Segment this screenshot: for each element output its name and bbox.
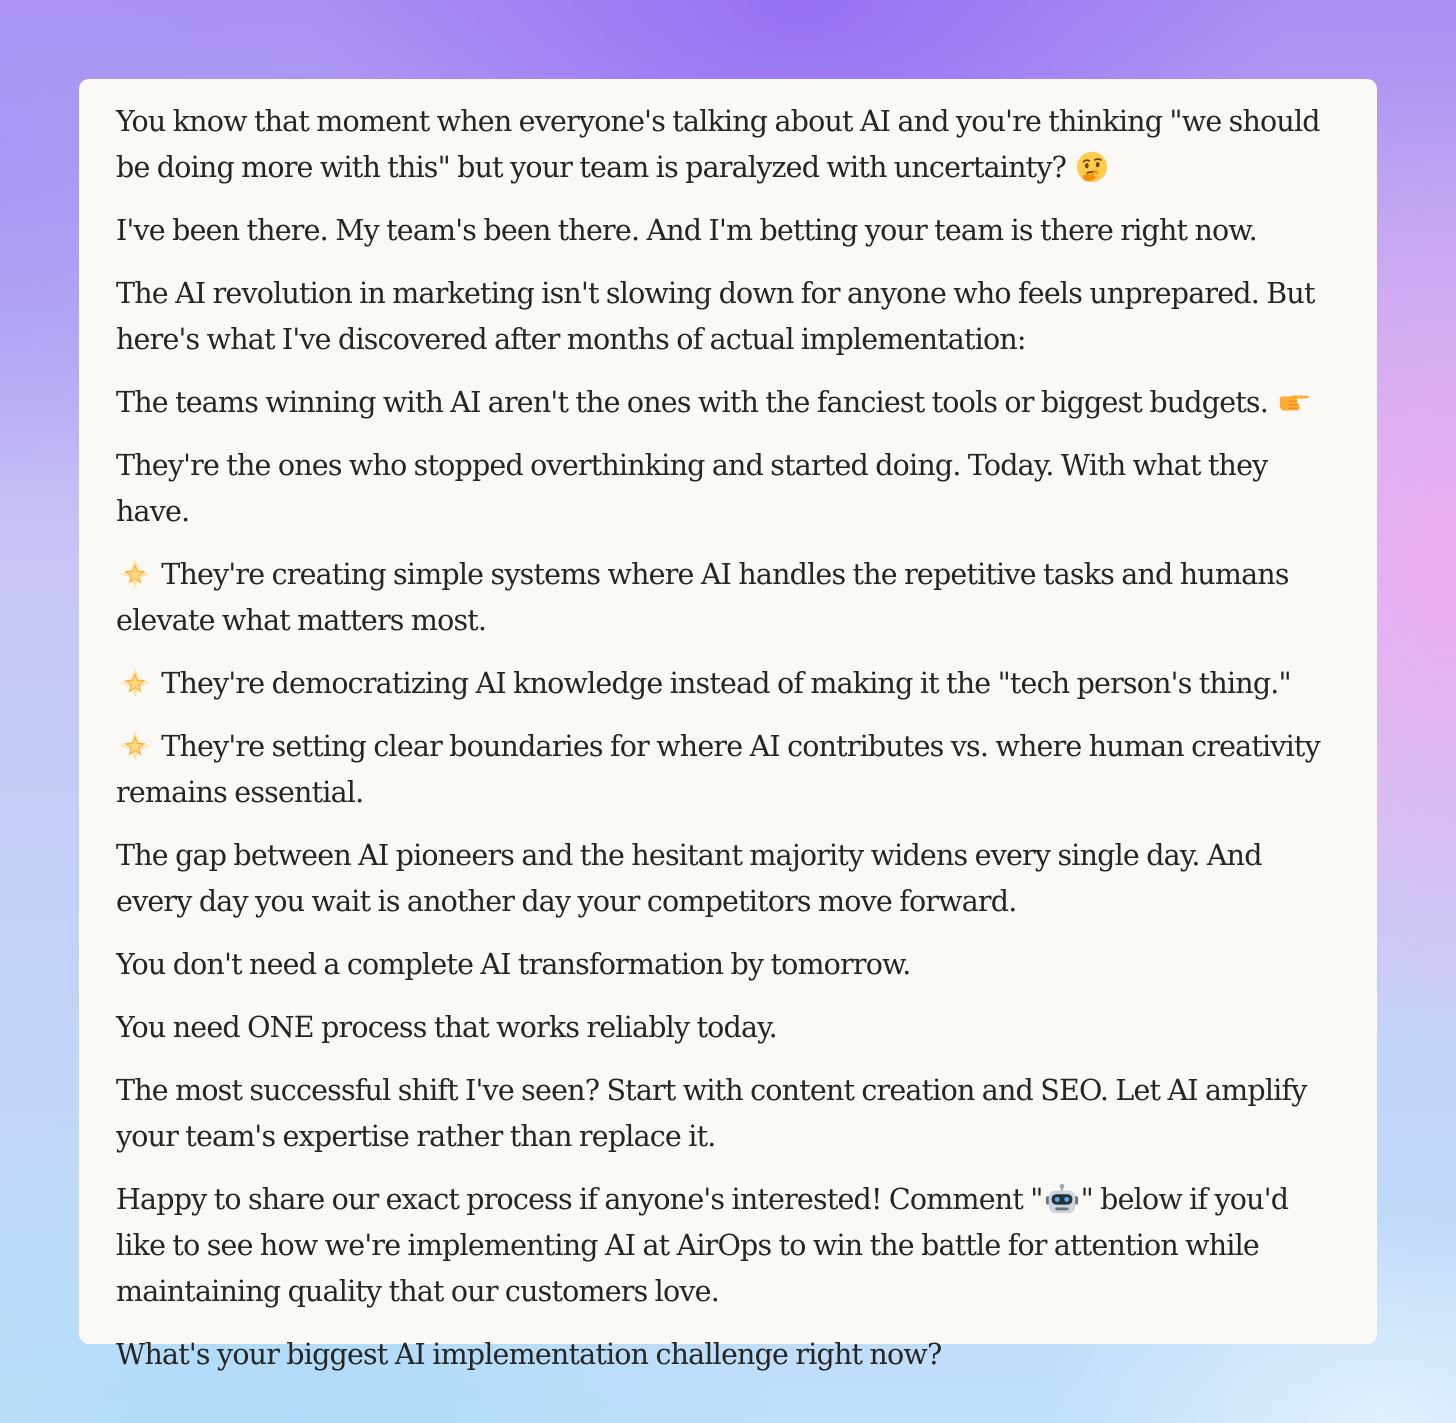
glowing-star-icon (118, 557, 152, 591)
thinking-face-icon (1075, 150, 1109, 184)
post-card (79, 79, 1377, 1371)
paragraph-text-before: Happy to share our exact process if anyone's interested! Comment " (116, 1183, 1043, 1216)
post-paragraph (116, 1177, 1341, 1315)
post-paragraph: I've been there. My team's been there. And I'm betting your team is there right now. (116, 214, 1257, 247)
post-paragraph: The gap between AI pioneers and the hesitant majority widens every single day. And every day you wait is another day your competitors move forward. (116, 839, 1262, 918)
paragraph-text: The teams winning with AI aren't the ones with the fanciest tools or biggest budgets. (116, 386, 1269, 419)
bullet-text: They're setting clear boundaries for where AI contributes vs. where human creativity remains essential. (116, 730, 1320, 809)
post-paragraph: You need ONE process that works reliably today. (116, 1011, 777, 1044)
paragraph-text-after: " below if you'd like to see how we're implementing AI at AirOps to win the battle for attention while maintaining quality that our customers love. (116, 1183, 1289, 1308)
post-paragraph: What's your biggest AI implementation challenge right now? (116, 1338, 942, 1371)
post-paragraph: The most successful shift I've seen? Start with content creation and SEO. Let AI amplify your team's expertise rather than replace it. (116, 1074, 1307, 1153)
bullet-paragraph (116, 724, 1341, 816)
bullet-paragraph (116, 552, 1341, 644)
robot-face-icon (1045, 1182, 1079, 1216)
bullet-text: They're democratizing AI knowledge instead of making it the "tech person's thing." (161, 667, 1291, 700)
post-paragraph: The AI revolution in marketing isn't slowing down for anyone who feels unprepared. But here's what I've discovered after months of actual implementation: (116, 277, 1315, 356)
paragraph-text: You know that moment when everyone's talking about AI and you're thinking "we should be doing more with this" but your team is paralyzed with uncertainty? (116, 105, 1320, 184)
glowing-star-icon (118, 729, 152, 763)
post-paragraph (116, 380, 1341, 426)
glowing-star-icon (118, 666, 152, 700)
bullet-paragraph (116, 661, 1341, 707)
pointing-right-icon (1277, 385, 1311, 419)
post-paragraph: You don't need a complete AI transformation by tomorrow. (116, 948, 911, 981)
post-paragraph (116, 99, 1341, 191)
bullet-text: They're creating simple systems where AI handles the repetitive tasks and humans elevate what matters most. (116, 558, 1289, 637)
post-paragraph: They're the ones who stopped overthinking and started doing. Today. With what they have. (116, 449, 1268, 528)
